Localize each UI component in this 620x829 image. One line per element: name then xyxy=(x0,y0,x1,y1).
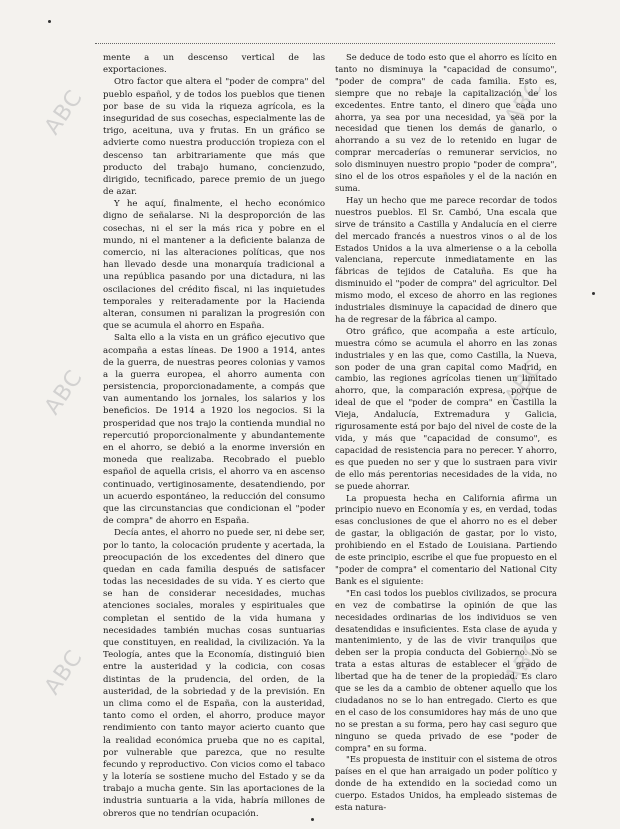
speck xyxy=(48,20,51,23)
watermark-left-2: ABC xyxy=(40,365,89,420)
watermark-left-1: ABC xyxy=(40,85,89,140)
right-paragraph: Otro gráfico, que acompaña a este artículo, muestra cómo se acumula el ahorro en las zonas industriales y en las que, como Castilla, la Nueva, son poder de una gran capital como Madrid, en cambio, las regiones agrícolas tienen un limitado ahorro, que, la comparación expresa, porque de ideal de que el "poder de compra" en Castilla la Vieja, Andalucía, Extremadura y Galicia, rigurosamente está por bajo del nivel de coste de la vida, y más que "capacidad de consumo", es capacidad de resistencia para no perecer. Y ahorro, es que pueden no ser y que lo sustraen para vivir de ello más perentorias necesidades de la vida, no se puede ahorrar. xyxy=(335,325,557,491)
left-paragraph: Otro factor que altera el "poder de compra" del pueblo español, y de todos los pueblos que tienen por base de su vida la riqueza agrícola, es la inseguridad de sus cosechas, especialmente las de trigo, aceituna, uva y frutas. En un gráfico se advierte como nuestra producción tropieza con el descenso tan arbitrariamente que más que producto del trabajo humano, concienzudo, dirigido, tecnificado, parece premio de un juego de azar. xyxy=(103,77,325,198)
watermark-left-3: ABC xyxy=(40,645,89,700)
left-paragraph: mente a un descenso vertical de las exportaciones. xyxy=(103,53,325,76)
left-paragraph: Y he aquí, finalmente, el hecho económico digno de señalarse. Ni la desproporción de las cosechas, ni el ser la más rica y pobre en el mundo, ni el mantener a la deficiente balanza de comercio, ni las alteraciones políticas, que nos han llevado desde una monarquía tradicional a una república pasando por una dictadura, ni las oscilaciones del crédito fiscal, ni las inquietudes temporales y reiteradamente por la Hacienda alteran, consumen ni paralizan la progresión con que se acumula el ahorro en España. xyxy=(103,199,325,332)
right-paragraph: Hay un hecho que me parece recordar de todos nuestros pueblos. El Sr. Cambó, Una escala que sirve de tránsito a Castilla y Andalucía en el cierre del mercado francés a nuestros vinos o al de los Estados Unidos a la uva almeriense o a la cebolla valenciana, repercute inmediatamente en las fábricas de tejidos de Cataluña. Es que ha disminuido el "poder de compra" del agricultor. Del mismo modo, el exceso de ahorro en las regiones industriales disminuye la capacidad de dinero que ha de regresar de la fábrica al campo. xyxy=(335,194,557,324)
header-rule xyxy=(95,43,555,44)
watermark-right-3: ABC xyxy=(500,635,549,690)
left-paragraph: Salta ello a la vista en un gráfico ejecutivo que acompaña a estas líneas. De 1900 a 1914, antes de la guerra, de nuestras peores colonias y vamos a la guerra europea, el ahorro aumenta con persistencia, proporcionadamente, a compás que van aumentando los jornales, los salarios y los beneficios. De 1914 a 1920 los negocios. Si la prosperidad que nos trajo la contienda mundial no repercutió proporcionalmente y abundantemente en el ahorro, se debió a la enorme inversión en moneda que realizaba. Recobrado el pueblo español de aquella crisis, el ahorro va en ascenso continuado, vertiginosamente, desatendiendo, por un acuerdo espontáneo, la reducción del consumo que las circunstancias que condicionan el "poder de compra" de ahorro en España. xyxy=(103,333,325,527)
right-paragraph: "En casi todos los pueblos civilizados, se procura en vez de combatirse la opinión de que las necesidades ordinarias de los individuos se ven desatendidas e insuficientes. Esta clase de ayuda y mantenimiento, y de las de vivir tranquilos que deben ser la propia conducta del Gobierno. No se trata a estas alturas de establecer el grado de libertad que ha de tener de la propiedad. Es claro que se les da a cambio de obtener aquello que los ciudadanos no se lo han entregado. Cierto es que en el caso de los consumidores hay más de uno que no se prestan a su forma, pero hay casi seguro que ninguno se queda privado de ese "poder de compra" en su forma. xyxy=(335,587,557,753)
right-paragraph: Se deduce de todo esto que el ahorro es lícito en tanto no disminuya la "capacidad de consumo", "poder de compra" de cada familia. Esto es, siempre que no rebaje la capitalización de los excedentes. Entre tanto, el dinero que cada uno ahorra, ya sea por una necesidad, ya sea por la necesidad que tienen los demás de ganarlo, o ahorrando a su vez de lo retenido en lugar de comprar mercaderías o remunerar servicios, no solo disminuyen nuestro propio "poder de compra", sino el de los otros españoles y el de la nación en suma. xyxy=(335,52,557,193)
right-paragraph: La propuesta hecha en California afirma un principio nuevo en Economía y es, en verdad, todas esas conclusiones de que el ahorro no es el deber de gastar, la obligación de gastar, por lo visto, prohibiendo en el Estado de Louisiana. Partiendo de este principio, escribe el que fue propuesto en el "poder de compra" el comentario del National City Bank es el siguiente: xyxy=(335,492,557,586)
right-paragraph: "Es propuesta de instituir con el sistema de otros países en el que han arraigado un poder político y donde de ha extendido en la sociedad como un cuerpo. Estados Unidos, ha empleado sistemas de esta natura- xyxy=(335,754,557,813)
watermark-right-2: ABC xyxy=(500,355,549,410)
speck xyxy=(592,292,595,295)
left-column xyxy=(103,52,325,820)
left-paragraph: Decía antes, el ahorro no puede ser, ni debe ser, por lo tanto, la colocación prudente y acertada, la preocupación de los excedentes del dinero que quedan en cada familia después de satisfacer todas las necesidades de su vida. Y es cierto que se han de considerar necesidades, muchas atenciones sociales, morales y espirituales que completan el sentido de la vida humana y necesidades también muchas cosas suntuarias que constituyen, en realidad, la civilización. Ya la Teología, antes que la Economía, distinguió bien entre la austeridad y la codicia, con cosas distintas de la prudencia, del orden, de la austeridad, de la sobriedad y de la previsión. En un clima como el de España, con la austeridad, tanto como el orden, el ahorro, produce mayor rendimiento con tanto mayor acierto cuanto que la realidad económica prueba que no es capital, por vulnerable que parezca, que no resulte fecundo y reproductivo. Con vicios como el tabaco y la lotería se sostiene mucho del Estado y se da trabajo a mucha gente. Sin las aportaciones de la industria suntuaria a la vida, habría millones de obreros que no tendrían ocupación. xyxy=(103,528,325,819)
watermark-right-1: ABC xyxy=(500,75,549,130)
right-column xyxy=(335,52,557,814)
